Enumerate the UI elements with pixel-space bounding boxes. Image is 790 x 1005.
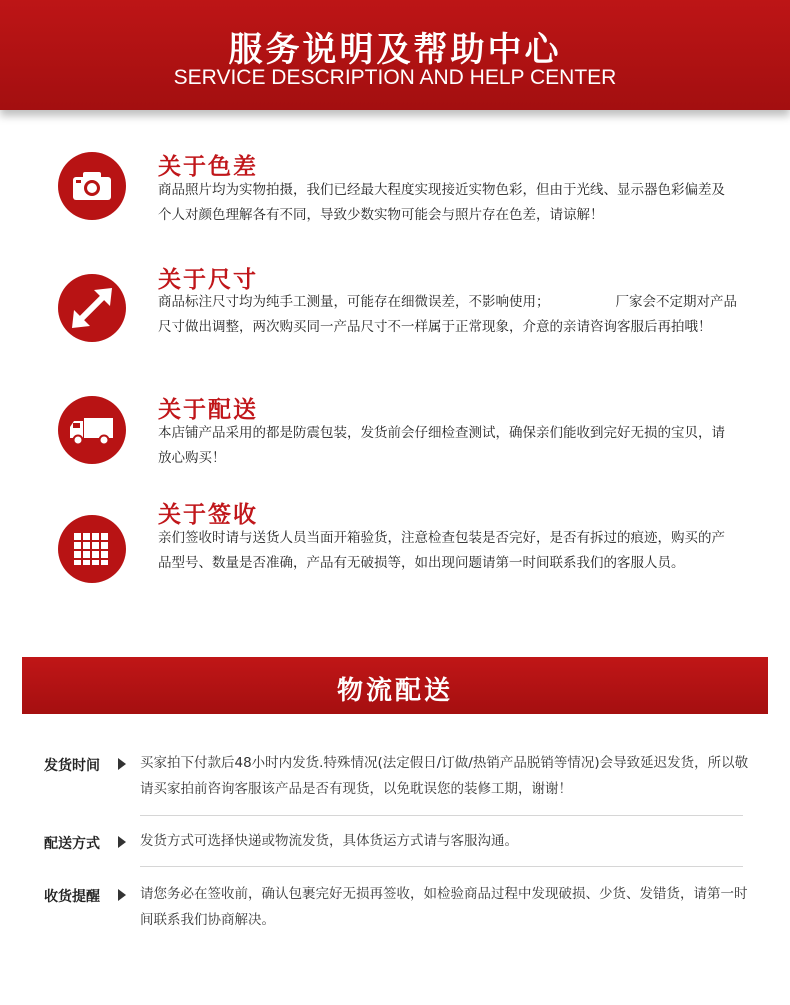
- row-text: 发货方式可选择快递或物流发货，具体货运方式请与客服沟通。: [140, 833, 518, 849]
- logistics-title: 物流配送: [336, 676, 453, 706]
- play-arrow-icon: [118, 836, 126, 848]
- row-label: 发货时间: [44, 758, 100, 774]
- row-label: 收货提醒: [44, 889, 100, 905]
- row-text: 请您务必在签收前，确认包裹完好无损再签收，如检验商品过程中发现破损、少货、发错货，请第一时间联系我们协商解决。: [140, 886, 748, 928]
- section-body: [158, 290, 738, 340]
- section-title: 关于配送: [158, 397, 258, 423]
- play-arrow-icon: [118, 889, 126, 901]
- section-size: [0, 258, 790, 368]
- row-text: 买家拍下付款后48小时内发货.特殊情况(法定假日/订做/热销产品脱销等情况)会导致延迟发货，所以敬请买家拍前咨询客服该产品是否有现货，以免耽误您的装修工期，谢谢！: [140, 755, 749, 797]
- section-title: 关于签收: [158, 502, 258, 528]
- section-title: 关于色差: [158, 154, 258, 180]
- divider: [140, 866, 743, 867]
- row-label: 配送方式: [44, 836, 100, 852]
- logistics-banner: [22, 657, 768, 714]
- section-body: 亲们签收时请与送货人员当面开箱验货，注意检查包装是否完好，是否有拆过的痕迹，购买的产品型号、数量是否准确，产品有无破损等，如出现问题请第一时间联系我们的客服人员。: [158, 530, 725, 571]
- page-subtitle: SERVICE DESCRIPTION AND HELP CENTER: [173, 66, 617, 89]
- section-color-difference: [0, 140, 790, 250]
- camera-icon: [58, 152, 126, 220]
- section-title: 关于尺寸: [158, 267, 258, 293]
- truck-icon: [58, 396, 126, 464]
- play-arrow-icon: [118, 758, 126, 770]
- section-body-part1: 商品标注尺寸均为纯手工测量，可能存在细微误差，不影响使用；: [158, 294, 550, 310]
- section-body: 商品照片均为实物拍摄，我们已经最大程度实现接近实物色彩，但由于光线、显示器色彩偏差及个人对颜色理解各有不同，导致少数实物可能会与照片存在色差，请谅解！: [158, 182, 725, 223]
- divider: [140, 815, 743, 816]
- section-body: 本店铺产品采用的都是防震包装，发货前会仔细检查测试，确保亲们能收到完好无损的宝贝，请放心购买！: [158, 425, 725, 466]
- section-delivery: [0, 388, 790, 478]
- section-sign-receipt: [0, 493, 790, 603]
- resize-arrow-icon: [58, 274, 126, 342]
- page-title: 服务说明及帮助中心: [228, 30, 562, 70]
- section-body-part2: 厂家会不定期对产品尺寸做出调整，两次购买同一产品尺寸不一样属于正常现象，介意的亲请咨询客服后再拍哦！: [158, 294, 737, 335]
- header-banner: [0, 0, 790, 110]
- grid-icon: [58, 515, 126, 583]
